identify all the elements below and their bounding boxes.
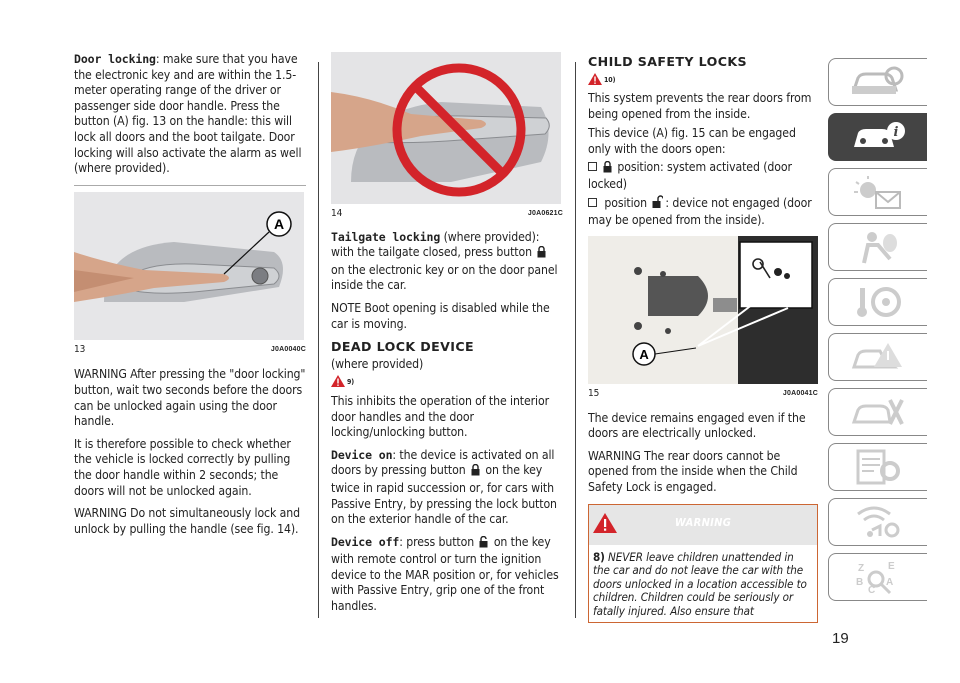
warning-box	[588, 504, 818, 624]
figure-15	[588, 236, 818, 384]
boot-note-paragraph: NOTE Boot opening is disabled while the car is moving.	[331, 300, 550, 331]
child-lock-warning-paragraph: WARNING The rear doors cannot be opened from the inside when the Child Safety Lock is engaged.	[588, 448, 798, 494]
divider	[74, 185, 306, 186]
svg-text:A: A	[886, 577, 894, 588]
device-on-lead: Device on	[331, 447, 393, 462]
open-lock-icon	[652, 195, 663, 214]
child-lock-engage: This device (A) fig. 15 can be engaged only with the doors open:	[588, 126, 796, 156]
bullet-square-icon	[588, 198, 597, 207]
tailgate-locking-paragraph	[331, 230, 563, 294]
device-off-text-a: : press button	[399, 534, 478, 549]
airbag-person-icon	[850, 229, 906, 265]
dead-lock-heading: DEAD LOCK DEVICE	[331, 339, 475, 355]
figure-13-caption	[74, 342, 306, 358]
figure-15-number: 15	[588, 387, 600, 399]
callout-a: A	[273, 215, 285, 232]
warning-reference-10	[588, 73, 818, 90]
tab-alphabet-index[interactable]	[828, 553, 927, 601]
child-lock-engaged-paragraph: The device remains engaged even if the doors are electrically unlocked.	[588, 410, 806, 441]
figure-13	[74, 192, 304, 340]
tab-car-warning[interactable]	[828, 333, 927, 381]
page-number: 19	[832, 630, 849, 647]
warning-ref-number: 9)	[347, 378, 355, 387]
unlock-icon	[479, 536, 488, 553]
bullet-square-icon	[588, 162, 597, 171]
warning-box-body	[589, 545, 817, 623]
column-2	[331, 52, 563, 622]
warning-triangle-icon	[331, 375, 345, 392]
tailgate-text-b: on the electronic key or on the door panel inside the car.	[331, 262, 558, 293]
tab-car-info[interactable]	[828, 113, 927, 161]
door-locking-paragraph	[74, 52, 306, 177]
key-steering-icon	[850, 284, 906, 320]
callout-a: A	[639, 346, 649, 362]
multimedia-icon	[850, 504, 906, 540]
device-off-paragraph	[331, 535, 563, 615]
tab-airbag-person[interactable]	[828, 223, 927, 271]
device-on-text-a: : the device is activated on all doors by pressing button	[331, 447, 555, 478]
warning-reference-9	[331, 375, 563, 392]
tab-multimedia[interactable]	[828, 498, 927, 546]
position-unlocked-text-b: : device not engaged (door may be opened from the inside).	[588, 195, 812, 228]
svg-text:Z: Z	[858, 563, 865, 574]
car-warning-icon	[850, 339, 906, 375]
device-off-text-b: on the key with remote control or turn the ignition device to the MAR position or, for vehicles with Passive Entry, grip one of the front handles.	[331, 534, 559, 614]
tab-car-dashboard[interactable]	[828, 58, 927, 106]
child-lock-illustration	[588, 236, 818, 384]
tailgate-text-a: (where provided): with the tailgate closed, press button	[331, 229, 540, 260]
door-locking-text: : make sure that you have the electronic key and are within the 1.5-meter operating range of the driver or passenger side door handle. Press the button (A) fig. 13 on the handle: this will lock all doors and the boot tailgate. Door locking will also activate the alarm as well (where provided).	[74, 52, 302, 176]
warning-box-header	[589, 505, 817, 545]
svg-text:i: i	[893, 125, 899, 140]
tab-car-tools[interactable]	[828, 388, 927, 436]
figure-13-code: J0A0040C	[270, 345, 306, 353]
warning-box-title: WARNING	[674, 515, 732, 529]
column-divider	[575, 62, 576, 618]
lights-mail-icon	[850, 174, 906, 210]
door-locking-lead: Door locking	[74, 52, 156, 66]
warning-number: 8)	[593, 549, 605, 564]
car-dashboard-icon	[850, 64, 906, 100]
car-tools-icon	[850, 394, 906, 430]
figure-13-number: 13	[74, 343, 86, 355]
figure-15-code: J0A0041C	[782, 389, 818, 397]
prohibited-handle-illustration	[331, 52, 561, 204]
device-on-paragraph	[331, 448, 563, 528]
child-safety-heading: CHILD SAFETY LOCKS	[588, 54, 748, 69]
svg-text:E: E	[888, 561, 895, 572]
tab-spec-sheet-gear[interactable]	[828, 443, 927, 491]
lock-icon	[471, 464, 480, 481]
position-unlocked-text-a: position	[601, 195, 651, 210]
tab-key-steering[interactable]	[828, 278, 927, 326]
figure-14-number: 14	[331, 208, 343, 219]
dead-lock-subheading: (where provided)	[331, 356, 424, 371]
check-paragraph: It is therefore possible to check whether the vehicle is locked correctly by pulling the door handle within 2 seconds; the doors will not be unlocked again.	[74, 436, 291, 498]
column-3	[588, 52, 818, 623]
spec-sheet-gear-icon	[850, 449, 906, 485]
figure-15-caption	[588, 386, 818, 402]
column-divider	[318, 62, 319, 618]
warning-paragraph-1: WARNING After pressing the "door locking" button, wait two seconds before the doors can be unlocked again using the door handle.	[74, 367, 306, 429]
alphabet-index-icon	[850, 559, 906, 595]
column-1	[74, 52, 306, 544]
tab-lights-mail[interactable]	[828, 168, 927, 216]
lock-icon	[537, 246, 546, 263]
chapter-tabs	[828, 58, 928, 608]
figure-14	[331, 52, 561, 204]
dead-lock-description: This inhibits the operation of the interior door handles and the door locking/unlocking button.	[331, 393, 550, 440]
position-locked-text: position: system activated (door locked)	[588, 159, 792, 192]
lock-icon	[603, 161, 612, 178]
figure-14-code: J0A0621C	[527, 210, 563, 217]
warning-text: NEVER leave children unattended in the car and do not leave the car with the doors unlocked in a location accessible to children. Children could be seriously or fatally injured. Also ensure that	[593, 549, 807, 618]
device-off-lead: Device off	[331, 534, 400, 549]
car-info-icon	[850, 119, 906, 155]
device-on-text-b: on the key twice in rapid succession or, for cars with Passive Entry, by pressing the lock button on the exterior handle of the car.	[331, 463, 557, 527]
door-handle-press-illustration	[74, 192, 304, 340]
figure-14-caption	[331, 206, 563, 222]
position-locked-item	[588, 160, 818, 193]
child-lock-description: This system prevents the rear doors from being opened from the inside.	[588, 91, 812, 121]
svg-text:B: B	[856, 577, 864, 588]
svg-text:C: C	[868, 585, 876, 595]
warning-ref-number: 10)	[604, 75, 616, 84]
warning-paragraph-2: WARNING Do not simultaneously lock and unlock by pulling the handle (see fig. 14).	[74, 506, 300, 536]
tailgate-locking-lead: Tailgate locking	[331, 229, 441, 244]
warning-triangle-icon	[588, 73, 602, 90]
position-unlocked-item	[588, 195, 818, 229]
